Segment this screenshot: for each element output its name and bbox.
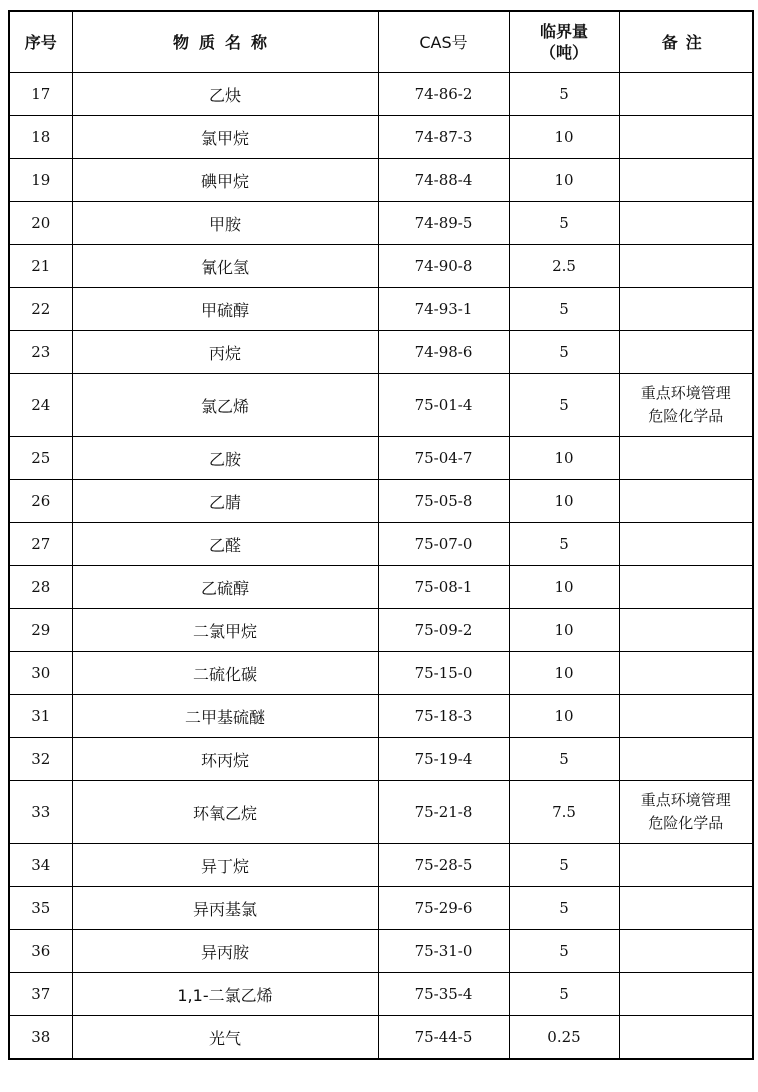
table-row <box>9 331 753 374</box>
cell-cas-number: 75-01-4 <box>378 374 509 437</box>
cell-serial-number: 27 <box>9 523 72 566</box>
cell-serial-number: 30 <box>9 652 72 695</box>
cell-threshold-quantity: 10 <box>509 437 619 480</box>
cell-serial-number: 21 <box>9 245 72 288</box>
table-row <box>9 245 753 288</box>
cell-substance-name: 异丙基氯 <box>72 887 378 930</box>
cell-remarks <box>619 288 753 331</box>
table-row <box>9 973 753 1016</box>
cell-threshold-quantity: 5 <box>509 331 619 374</box>
cell-serial-number: 31 <box>9 695 72 738</box>
cell-serial-number: 35 <box>9 887 72 930</box>
header-remarks: 备注 <box>619 11 753 73</box>
cell-remarks <box>619 480 753 523</box>
cell-threshold-quantity: 5 <box>509 202 619 245</box>
cell-substance-name: 光气 <box>72 1016 378 1060</box>
cell-substance-name: 碘甲烷 <box>72 159 378 202</box>
cell-cas-number: 75-28-5 <box>378 844 509 887</box>
cell-remarks <box>619 523 753 566</box>
cell-threshold-quantity: 5 <box>509 73 619 116</box>
cell-substance-name: 氯乙烯 <box>72 374 378 437</box>
cell-remarks <box>619 738 753 781</box>
cell-substance-name: 乙醛 <box>72 523 378 566</box>
table-row <box>9 159 753 202</box>
header-threshold-unit: （吨） <box>539 43 588 62</box>
remarks-line: 重点环境管理 <box>640 384 731 402</box>
cell-substance-name: 甲硫醇 <box>72 288 378 331</box>
table-row <box>9 202 753 245</box>
cell-cas-number: 75-31-0 <box>378 930 509 973</box>
cell-substance-name: 甲胺 <box>72 202 378 245</box>
cell-remarks <box>619 245 753 288</box>
cell-cas-number: 75-29-6 <box>378 887 509 930</box>
cell-cas-number: 74-86-2 <box>378 73 509 116</box>
cell-cas-number: 75-44-5 <box>378 1016 509 1060</box>
cell-substance-name: 环丙烷 <box>72 738 378 781</box>
cell-threshold-quantity: 10 <box>509 116 619 159</box>
remarks-line: 重点环境管理 <box>640 791 731 809</box>
cell-substance-name: 氰化氢 <box>72 245 378 288</box>
table-row <box>9 844 753 887</box>
table-row <box>9 73 753 116</box>
cell-remarks <box>619 887 753 930</box>
cell-threshold-quantity: 10 <box>509 159 619 202</box>
header-threshold-quantity <box>509 11 619 73</box>
cell-threshold-quantity: 5 <box>509 844 619 887</box>
cell-threshold-quantity: 10 <box>509 695 619 738</box>
cell-cas-number: 75-18-3 <box>378 695 509 738</box>
cell-remarks <box>619 374 753 437</box>
cell-cas-number: 74-90-8 <box>378 245 509 288</box>
cell-remarks <box>619 695 753 738</box>
cell-serial-number: 32 <box>9 738 72 781</box>
cell-substance-name: 氯甲烷 <box>72 116 378 159</box>
cell-substance-name: 异丙胺 <box>72 930 378 973</box>
cell-serial-number: 17 <box>9 73 72 116</box>
table-row <box>9 374 753 437</box>
table-row <box>9 1016 753 1060</box>
cell-remarks <box>619 973 753 1016</box>
cell-remarks <box>619 652 753 695</box>
cell-serial-number: 23 <box>9 331 72 374</box>
chemical-threshold-table <box>8 10 754 1060</box>
table-header <box>9 11 753 73</box>
cell-remarks <box>619 1016 753 1060</box>
cell-cas-number: 75-09-2 <box>378 609 509 652</box>
cell-remarks <box>619 781 753 844</box>
table-row <box>9 930 753 973</box>
cell-serial-number: 22 <box>9 288 72 331</box>
cell-threshold-quantity: 10 <box>509 480 619 523</box>
cell-remarks <box>619 930 753 973</box>
cell-threshold-quantity: 5 <box>509 523 619 566</box>
cell-substance-name: 异丁烷 <box>72 844 378 887</box>
cell-substance-name: 二硫化碳 <box>72 652 378 695</box>
cell-cas-number: 75-21-8 <box>378 781 509 844</box>
cell-serial-number: 38 <box>9 1016 72 1060</box>
cell-cas-number: 75-15-0 <box>378 652 509 695</box>
cell-remarks <box>619 159 753 202</box>
cell-remarks <box>619 202 753 245</box>
cell-serial-number: 36 <box>9 930 72 973</box>
table-body <box>9 73 753 1060</box>
cell-substance-name: 1,1-二氯乙烯 <box>72 973 378 1016</box>
remarks-line: 危险化学品 <box>648 407 724 425</box>
cell-cas-number: 75-35-4 <box>378 973 509 1016</box>
table-row <box>9 652 753 695</box>
table-row <box>9 695 753 738</box>
table-row <box>9 523 753 566</box>
cell-remarks <box>619 566 753 609</box>
cell-serial-number: 28 <box>9 566 72 609</box>
table-row <box>9 781 753 844</box>
cell-cas-number: 75-19-4 <box>378 738 509 781</box>
chemical-threshold-table-page <box>8 10 752 1060</box>
cell-substance-name: 乙胺 <box>72 437 378 480</box>
cell-threshold-quantity: 5 <box>509 930 619 973</box>
cell-remarks <box>619 331 753 374</box>
header-serial-number: 序号 <box>9 11 72 73</box>
cell-serial-number: 34 <box>9 844 72 887</box>
table-row <box>9 566 753 609</box>
table-row <box>9 887 753 930</box>
cell-threshold-quantity: 10 <box>509 566 619 609</box>
cell-cas-number: 74-87-3 <box>378 116 509 159</box>
cell-threshold-quantity: 5 <box>509 973 619 1016</box>
cell-cas-number: 75-05-8 <box>378 480 509 523</box>
cell-remarks <box>619 609 753 652</box>
cell-threshold-quantity: 5 <box>509 738 619 781</box>
table-row <box>9 738 753 781</box>
cell-serial-number: 25 <box>9 437 72 480</box>
table-row <box>9 609 753 652</box>
cell-threshold-quantity: 10 <box>509 609 619 652</box>
cell-substance-name: 乙腈 <box>72 480 378 523</box>
cell-cas-number: 74-88-4 <box>378 159 509 202</box>
cell-threshold-quantity: 10 <box>509 652 619 695</box>
cell-threshold-quantity: 7.5 <box>509 781 619 844</box>
cell-remarks <box>619 844 753 887</box>
cell-substance-name: 二氯甲烷 <box>72 609 378 652</box>
cell-serial-number: 18 <box>9 116 72 159</box>
cell-serial-number: 26 <box>9 480 72 523</box>
cell-threshold-quantity: 5 <box>509 887 619 930</box>
cell-serial-number: 19 <box>9 159 72 202</box>
cell-substance-name: 环氧乙烷 <box>72 781 378 844</box>
cell-serial-number: 37 <box>9 973 72 1016</box>
header-cas-number: CAS号 <box>378 11 509 73</box>
cell-cas-number: 75-04-7 <box>378 437 509 480</box>
cell-substance-name: 乙炔 <box>72 73 378 116</box>
cell-remarks <box>619 116 753 159</box>
cell-threshold-quantity: 5 <box>509 288 619 331</box>
cell-substance-name: 乙硫醇 <box>72 566 378 609</box>
cell-threshold-quantity: 2.5 <box>509 245 619 288</box>
cell-substance-name: 丙烷 <box>72 331 378 374</box>
table-row <box>9 480 753 523</box>
cell-remarks <box>619 73 753 116</box>
cell-threshold-quantity: 5 <box>509 374 619 437</box>
cell-serial-number: 20 <box>9 202 72 245</box>
cell-threshold-quantity: 0.25 <box>509 1016 619 1060</box>
cell-cas-number: 74-89-5 <box>378 202 509 245</box>
cell-serial-number: 33 <box>9 781 72 844</box>
cell-remarks <box>619 437 753 480</box>
cell-cas-number: 75-08-1 <box>378 566 509 609</box>
header-row <box>9 11 753 73</box>
header-substance-name: 物质名称 <box>72 11 378 73</box>
table-row <box>9 288 753 331</box>
table-row <box>9 116 753 159</box>
cell-cas-number: 75-07-0 <box>378 523 509 566</box>
cell-cas-number: 74-93-1 <box>378 288 509 331</box>
remarks-line: 危险化学品 <box>648 814 724 832</box>
header-threshold-label: 临界量 <box>539 22 588 41</box>
table-row <box>9 437 753 480</box>
cell-cas-number: 74-98-6 <box>378 331 509 374</box>
cell-serial-number: 29 <box>9 609 72 652</box>
cell-substance-name: 二甲基硫醚 <box>72 695 378 738</box>
cell-serial-number: 24 <box>9 374 72 437</box>
